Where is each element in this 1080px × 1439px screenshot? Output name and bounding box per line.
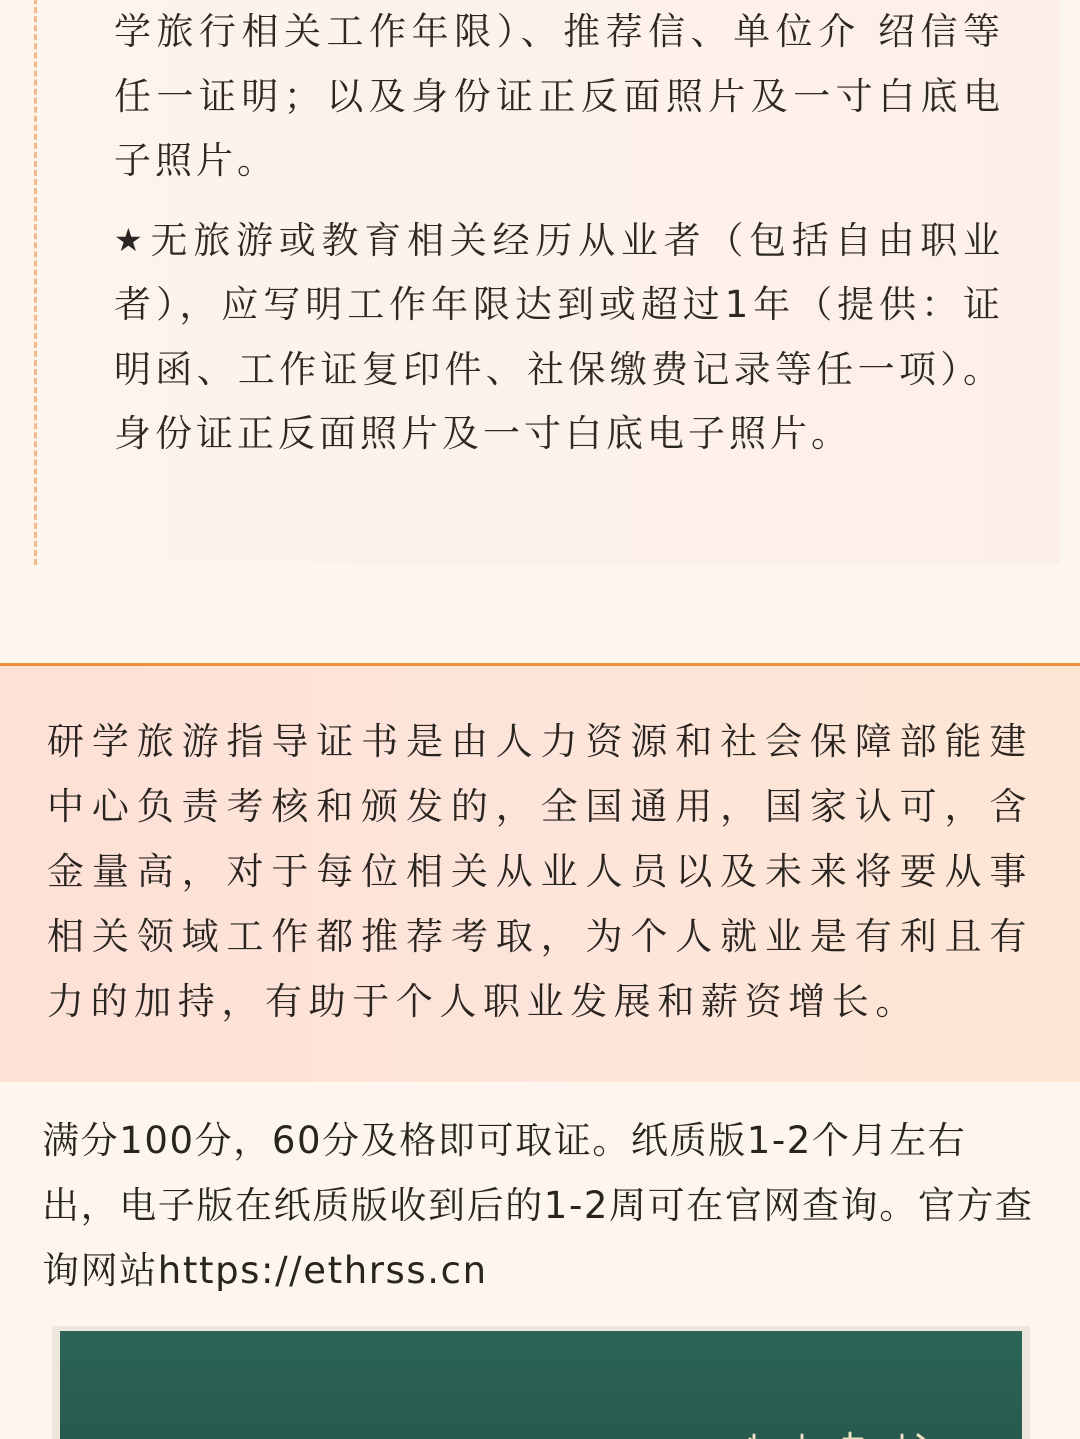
requirements-paragraph-2-text: 无旅游或教育相关经历从业者（包括自由职业者），应写明工作年限达到或超过1年（提供：证明函、工作证复印件、社保缴费记录等任一项）。身份证正反面照片及一寸白底电子照片。 — [114, 218, 1004, 455]
score-and-query-text: 满分100分，60分及格即可取证。纸质版1-2个月左右出，电子版在纸质版收到后的1-2周可在官网查询。官方查询网站https://ethrss.cn — [42, 1119, 1034, 1292]
requirements-text — [114, 0, 1004, 467]
dashed-timeline-line — [34, 0, 37, 565]
star-icon: ★ — [114, 220, 147, 259]
requirements-paragraph-1: 学旅行相关工作年限）、推荐信、单位介 绍信等任一证明；以及身份证正反面照片及一寸白底电子照片。 — [114, 10, 1004, 182]
requirements-paragraph-2 — [114, 208, 1004, 467]
certificate-title-graphic — [732, 1405, 952, 1439]
certificate-intro-text: 研学旅游指导证书是由人力资源和社会保障部能建中心负责考核和颁发的，全国通用，国家认可，含金量高，对于每位相关从业人员以及未来将要从事相关领域工作都推荐考取，为个人就业是有利且有力的加持，有助于个人职业发展和薪资增长。 — [47, 720, 1033, 1023]
certificate-intro-box — [0, 666, 1080, 1082]
requirements-card — [0, 0, 1060, 565]
certificate-image — [60, 1331, 1022, 1439]
